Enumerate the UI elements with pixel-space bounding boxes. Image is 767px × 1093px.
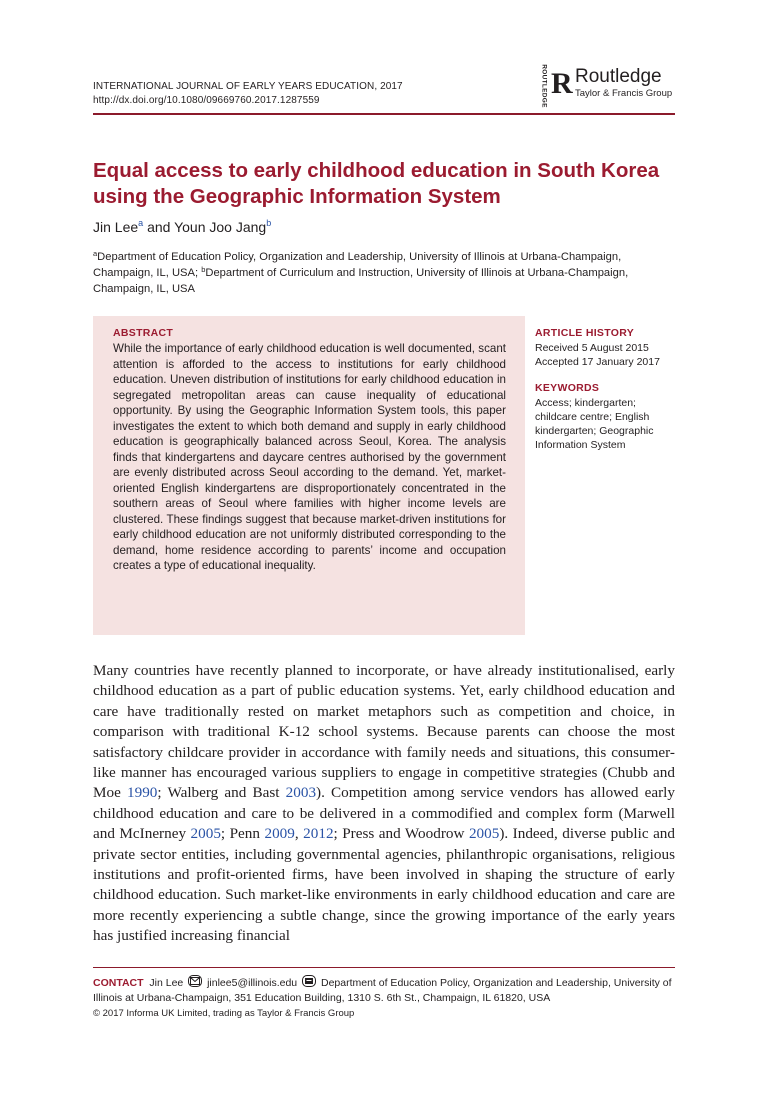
article-history-heading: ARTICLE HISTORY (535, 327, 635, 339)
citation-link[interactable]: 2005 (190, 825, 221, 843)
affil-marker: b (201, 265, 206, 274)
citation-link[interactable]: 2012 (303, 825, 334, 843)
journal-name: INTERNATIONAL JOURNAL OF EARLY YEARS EDUCATION, 2017 (93, 81, 403, 92)
logo-r-mark: R (551, 67, 573, 100)
received-date: Received 5 August 2015 (535, 342, 649, 354)
affiliations (93, 249, 677, 297)
contact-label: CONTACT (93, 977, 144, 989)
affiliation-a: Department of Education Policy, Organization and Leadership, University of Illinois at Urbana-Champaign, Champaign, IL, USA; (93, 251, 622, 279)
keywords-list: Access; kindergarten; childcare centre; English kindergarten; Geographic Information System (535, 397, 654, 451)
author-affil-marker[interactable]: a (138, 218, 144, 228)
abstract-text: While the importance of early childhood education is well documented, scant attention is afforded to the access to institutions for early childhood education. Uneven distribution of institutions for early childhood education in segregated metropolitan areas can cause inequality of educational opportunity. By using the Geographic Information System tools, this paper investigates the extent to which both demand and supply in early childhood education is geographically balanced across Seoul, Korea. The analysis finds that kindergartens and daycare centres authorised by the government are evenly distributed across Seoul according to the demand. Yet, market-oriented English kindergartens are disproportionately concentrated in the southern areas of Seoul where families with higher income levels are clustered. These findings suggest that because market-driven institutions for early childhood education are not uniformly distributed corresponding to the demand, home residence according to parents’ income and occupation creates a type of educational inequality. (113, 342, 506, 572)
contact-email[interactable]: jinlee5@illinois.edu (207, 977, 298, 989)
logo-vertical-text: ROUTLEDGE (540, 64, 548, 108)
author-affil-marker[interactable]: b (266, 218, 272, 228)
article-title: Equal access to early childhood education in South Korea using the Geographic Information System (93, 159, 660, 208)
contact-address: Department of Education Policy, Organization and Leadership, University of Illinois at Urbana-Champaign, 351 Education Building, 1310 S. 6th St., Champaign, IL 61820, USA (93, 977, 672, 1004)
logo-subtitle: Taylor & Francis Group (575, 88, 673, 99)
citation-link[interactable]: 2005 (468, 825, 500, 843)
citation-link[interactable]: 2003 (285, 784, 317, 802)
author-conjunction: and (147, 219, 171, 235)
citation-link[interactable]: 1990 (127, 784, 158, 802)
abstract-heading: ABSTRACT (113, 327, 174, 339)
journal-header (93, 80, 403, 108)
email-icon (188, 975, 202, 987)
contact-name: Jin Lee (149, 977, 184, 989)
author-name[interactable]: Youn Joo Jang (174, 219, 267, 235)
accepted-date: Accepted 17 January 2017 (535, 356, 660, 368)
doi-link[interactable]: http://dx.doi.org/10.1080/09669760.2017.1287559 (93, 95, 320, 106)
publisher-logo (538, 66, 678, 106)
author-line (93, 218, 271, 236)
logo-name: Routledge (575, 66, 662, 87)
keywords-heading: KEYWORDS (535, 382, 600, 394)
affil-marker: a (93, 249, 98, 258)
citation-link[interactable]: 2009 (264, 825, 295, 843)
body-paragraph: Many countries have recently planned to incorporate, or have already institutionalised, early childhood education as a part of public education systems. Yet, early childhood education and care have traditionally rested on market metaphors such as competition and choice, in comparison with traditional K-12 school systems. Because parents can choose the most satisfactory childcare provider in accordance with family needs and situations, this consumer-like manner has encouraged various suppliers to engage in competitive strategies (Chubb and Moe 1990; Walberg and Bast 2003). Competition among service vendors has allowed early childhood education and care to be delivered in a commodified and complex form (Marwell and McInerney 2005; Penn 2009, 2012; Press and Woodrow 2005). Indeed, diverse public and private sector entities, including governmental agencies, philanthropic organisations, religious institutions and profit-oriented firms, have been involved in shaping the structure of early childhood education. Such market-like environments in early childhood education and care are more recently experiencing a subtle change, since the growing importance of the early years has justified increasing financial (93, 662, 675, 945)
address-icon (302, 975, 316, 987)
contact-footnote (93, 975, 683, 1006)
header-rule (93, 113, 675, 115)
footer-rule (93, 967, 675, 968)
author-name[interactable]: Jin Lee (93, 219, 139, 235)
affiliation-b: Department of Curriculum and Instruction, University of Illinois at Urbana-Champaign, Champaign, IL, USA (93, 267, 629, 295)
copyright: © 2017 Informa UK Limited, trading as Taylor & Francis Group (93, 1008, 355, 1019)
